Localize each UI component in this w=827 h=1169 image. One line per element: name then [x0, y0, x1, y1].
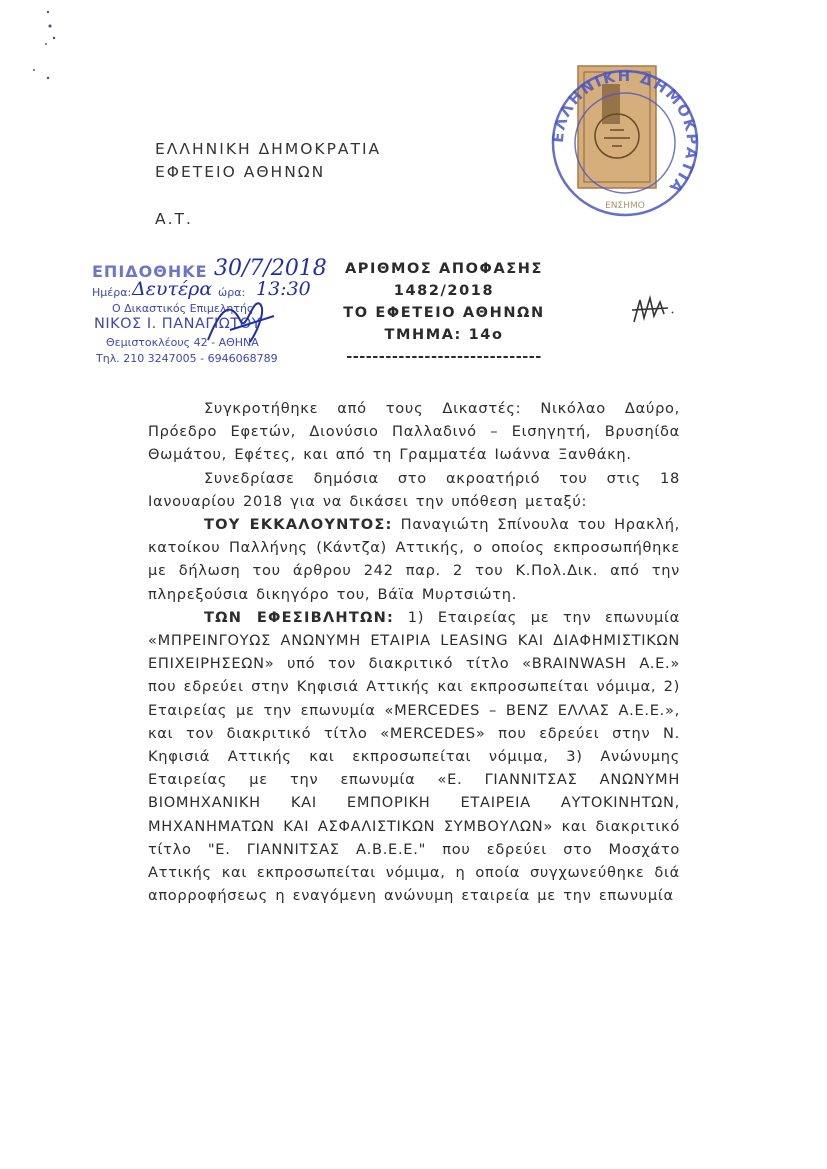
service-date-handwritten: 30/7/2018 — [214, 256, 327, 281]
service-role: Ο Δικαστικός Επιμελητής — [112, 302, 254, 315]
appellees-paragraph — [148, 606, 680, 908]
service-signature — [200, 290, 280, 354]
service-stamp — [84, 256, 327, 378]
decision-body — [148, 397, 680, 907]
service-time-handwritten: 13:30 — [256, 278, 311, 300]
header-country: ΕΛΛΗΝΙΚΗ ΔΗΜΟΚΡΑΤΙΑ — [155, 140, 382, 158]
service-day-handwritten: Δευτέρα — [132, 278, 213, 300]
header-initials: Α.Τ. — [155, 210, 193, 228]
seal-stamp-text: ΕΝΣΗΜΟ — [605, 201, 645, 211]
appellant-text: Παναγιώτη Σπίνουλα του Ηρακλή, κατοίκου Παλλήνης (Κάντζα) Αττικής, ο οποίος εκπροσωπήθηκε με δήλωση του άρθρου 242 παρ. 2 του Κ.Πολ.Δικ. από την πληρεξούσια δικηγόρο του, Βάϊα Μυρτσιώτη. — [148, 516, 680, 603]
seal-ring-text: ΕΛΛΗΝΙΚΗ ΔΗΜΟΚΡΑΤΙΑ — [548, 66, 702, 198]
service-day-label: Ημέρα: — [92, 286, 132, 299]
scan-specks — [28, 4, 68, 84]
header-court: ΕΦΕΤΕΙΟ ΑΘΗΝΩΝ — [155, 163, 326, 181]
section-divider: ------------------------------ — [346, 349, 542, 365]
appellees-label: ΤΩΝ ΕΦΕΣΙΒΛΗΤΩΝ: — [204, 608, 395, 626]
official-seal — [540, 58, 710, 228]
court-section: ΤΜΗΜΑ: 14ο — [384, 327, 504, 343]
service-stamp-title: ΕΠΙΔΟΘΗΚΕ — [92, 262, 208, 281]
hearing-paragraph: Συνεδρίασε δημόσια στο ακροατήριό του στις 18 Ιανουαρίου 2018 για να δικάσει την υπόθεση μεταξύ: — [148, 469, 680, 510]
service-officer-name: ΝΙΚΟΣ Ι. ΠΑΝΑΓΙΩΤΟΥ — [94, 316, 261, 332]
margin-initials — [628, 292, 674, 330]
service-address: Θεμιστοκλέους 42 - ΑΘΗΝΑ — [106, 336, 259, 349]
court-name: ΤΟ ΕΦΕΤΕΙΟ ΑΘΗΝΩΝ — [343, 305, 545, 321]
appellant-paragraph — [148, 513, 680, 606]
appellees-text: 1) Εταιρείας με την επωνυμία «ΜΠΡΕΙΝΓΟΥΩΣ ΑΝΩΝΥΜΗ ΕΤΑΙΡΙΑ LEASING ΚΑΙ ΔΙΑΦΗΜΙΣΤΙΚΩΝ ΕΠΙΧΕΙΡΗΣΕΩΝ» υπό τον διακριτικό τίτλο «BRAINWASH A.E.» που εδρεύει στην Κηφισιά Αττικής και εκπροσωπείται νόμιμα, 2) Εταιρείας με την επωνυμία «MERCEDES – BENZ ΕΛΛΑΣ Α.Ε.Ε.», και τον διακριτικό τίτλο «MERCEDES» που εδρεύει στην Ν. Κηφισιά Αττικής και εκπροσωπείται νόμιμα, 3) Ανώνυμης Εταιρείας με την επωνυμία «Ε. ΓΙΑΝΝΙΤΣΑΣ ΑΝΩΝΥΜΗ ΒΙΟΜΗΧΑΝΙΚΗ ΚΑΙ ΕΜΠΟΡΙΚΗ ΕΤΑΙΡΕΙΑ ΑΥΤΟΚΙΝΗΤΩΝ, ΜΗΧΑΝΗΜΑΤΩΝ ΚΑΙ ΑΣΦΑΛΙΣΤΙΚΩΝ ΣΥΜΒΟΥΛΩΝ» και διακριτικό τίτλο "Ε. ΓΙΑΝΝΙΤΣΑΣ Α.Β.Ε.Ε." που εδρεύει στο Μοσχάτο Αττικής και εκπροσωπείται νόμιμα, η οποία συγχωνεύθηκε διά απορροφήσεως η εναγόμενη ανώνυμη εταιρεία με την επωνυμία — [148, 608, 680, 905]
appellant-label: ΤΟΥ ΕΚΚΑΛΟΥΝΤΟΣ: — [204, 516, 393, 534]
decision-number: 1482/2018 — [393, 283, 495, 299]
case-header — [324, 258, 564, 368]
decision-number-label: ΑΡΙΘΜΟΣ ΑΠΟΦΑΣΗΣ — [344, 261, 544, 277]
composition-paragraph: Συγκροτήθηκε από τους Δικαστές: Νικόλαο Δαύρο, Πρόεδρο Εφετών, Διονύσιο Παλλαδινό – Εισηγητή, Βρυσηίδα Θωμάτου, Εφέτες, και από τη Γραμματέα Ιωάννα Ξανθάκη. — [148, 400, 680, 464]
service-time-label: ώρα: — [218, 286, 246, 299]
service-phone: Τηλ. 210 3247005 - 6946068789 — [96, 352, 278, 365]
